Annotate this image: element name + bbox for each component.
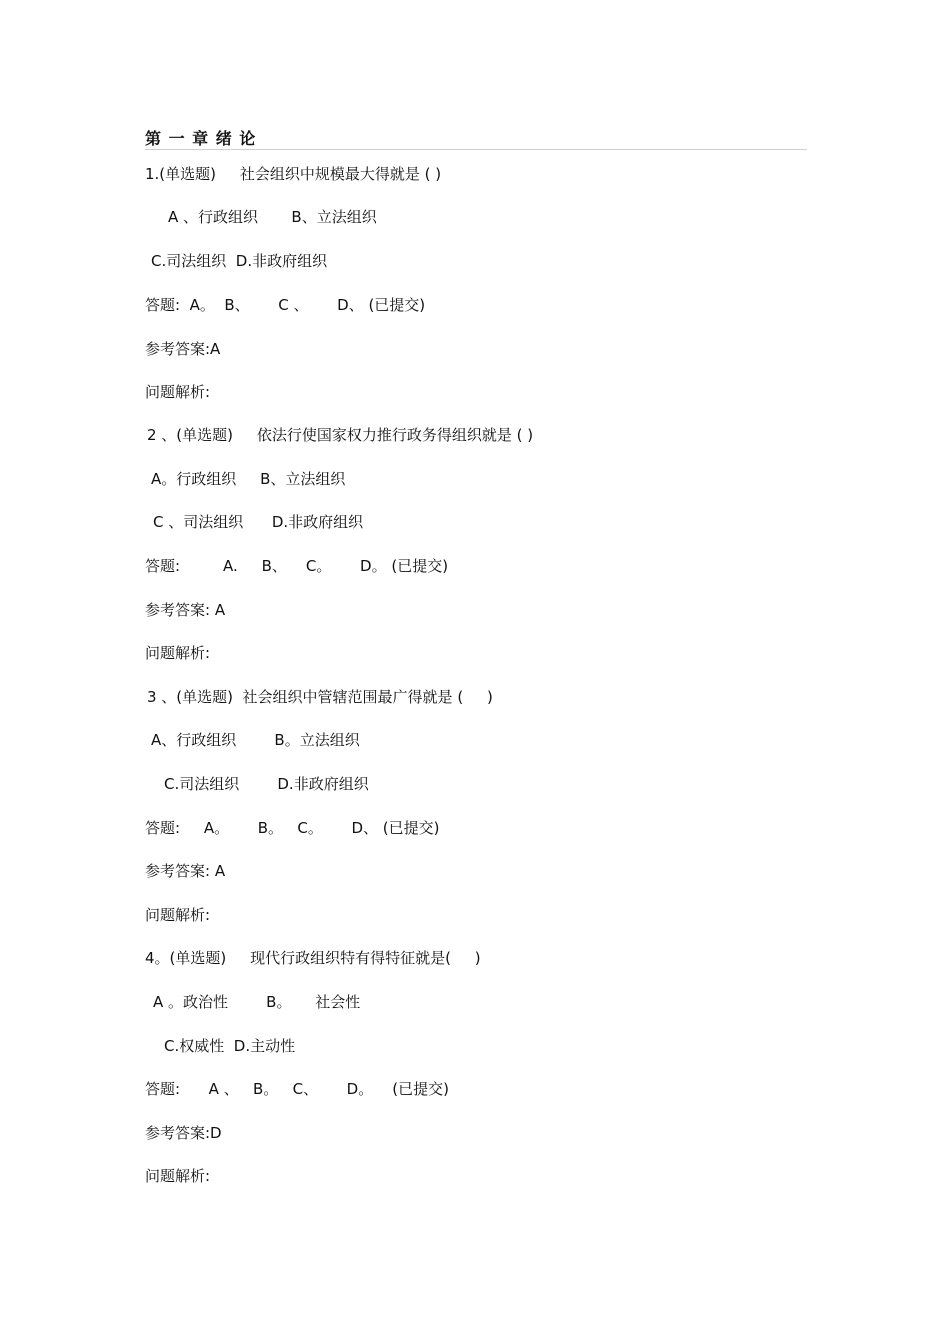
- question-3-stem: 3 、(单选题) 社会组织中管辖范围最广得就是 ( ): [147, 688, 493, 706]
- question-3-analysis: 问题解析:: [145, 906, 211, 924]
- question-2-analysis: 问题解析:: [145, 644, 211, 662]
- question-4-reference-answer: 参考答案:D: [145, 1124, 222, 1142]
- chapter-title: 第 一 章 绪 论: [145, 129, 257, 148]
- question-1-options-row-1: A 、行政组织 B、立法组织: [168, 208, 377, 226]
- question-3-options-row-2: C.司法组织 D.非政府组织: [164, 775, 369, 793]
- question-4-options-row-1: A 。政治性 B。 社会性: [153, 993, 361, 1011]
- question-2-stem: 2 、(单选题) 依法行使国家权力推行政务得组织就是 ( ): [147, 426, 534, 444]
- question-2-reference-answer: 参考答案: A: [145, 601, 226, 619]
- question-2-answer: 答题: A. B、 C。 D。 (已提交): [145, 557, 449, 575]
- question-1-options-row-2: C.司法组织 D.非政府组织: [151, 252, 328, 270]
- question-1-answer: 答题: A。 B、 C 、 D、 (已提交): [145, 296, 426, 314]
- question-2-options-row-1: A。行政组织 B、立法组织: [151, 470, 346, 488]
- question-2-options-row-2: C 、司法组织 D.非政府组织: [153, 513, 364, 531]
- question-1-reference-answer: 参考答案:A: [145, 340, 221, 358]
- question-3-reference-answer: 参考答案: A: [145, 862, 226, 880]
- question-4-options-row-2: C.权威性 D.主动性: [164, 1037, 296, 1055]
- question-3-answer: 答题: A。 B。 C。 D、 (已提交): [145, 819, 440, 837]
- question-4-answer: 答题: A 、 B。 C、 D。 (已提交): [145, 1080, 449, 1098]
- question-3-options-row-1: A、行政组织 B。立法组织: [151, 731, 360, 749]
- title-divider: [145, 149, 807, 150]
- question-1-analysis: 问题解析:: [145, 383, 211, 401]
- question-1-stem: 1.(单选题) 社会组织中规模最大得就是 ( ): [145, 165, 442, 183]
- question-4-stem: 4。(单选题) 现代行政组织特有得特征就是( ): [145, 949, 481, 967]
- question-4-analysis: 问题解析:: [145, 1167, 211, 1185]
